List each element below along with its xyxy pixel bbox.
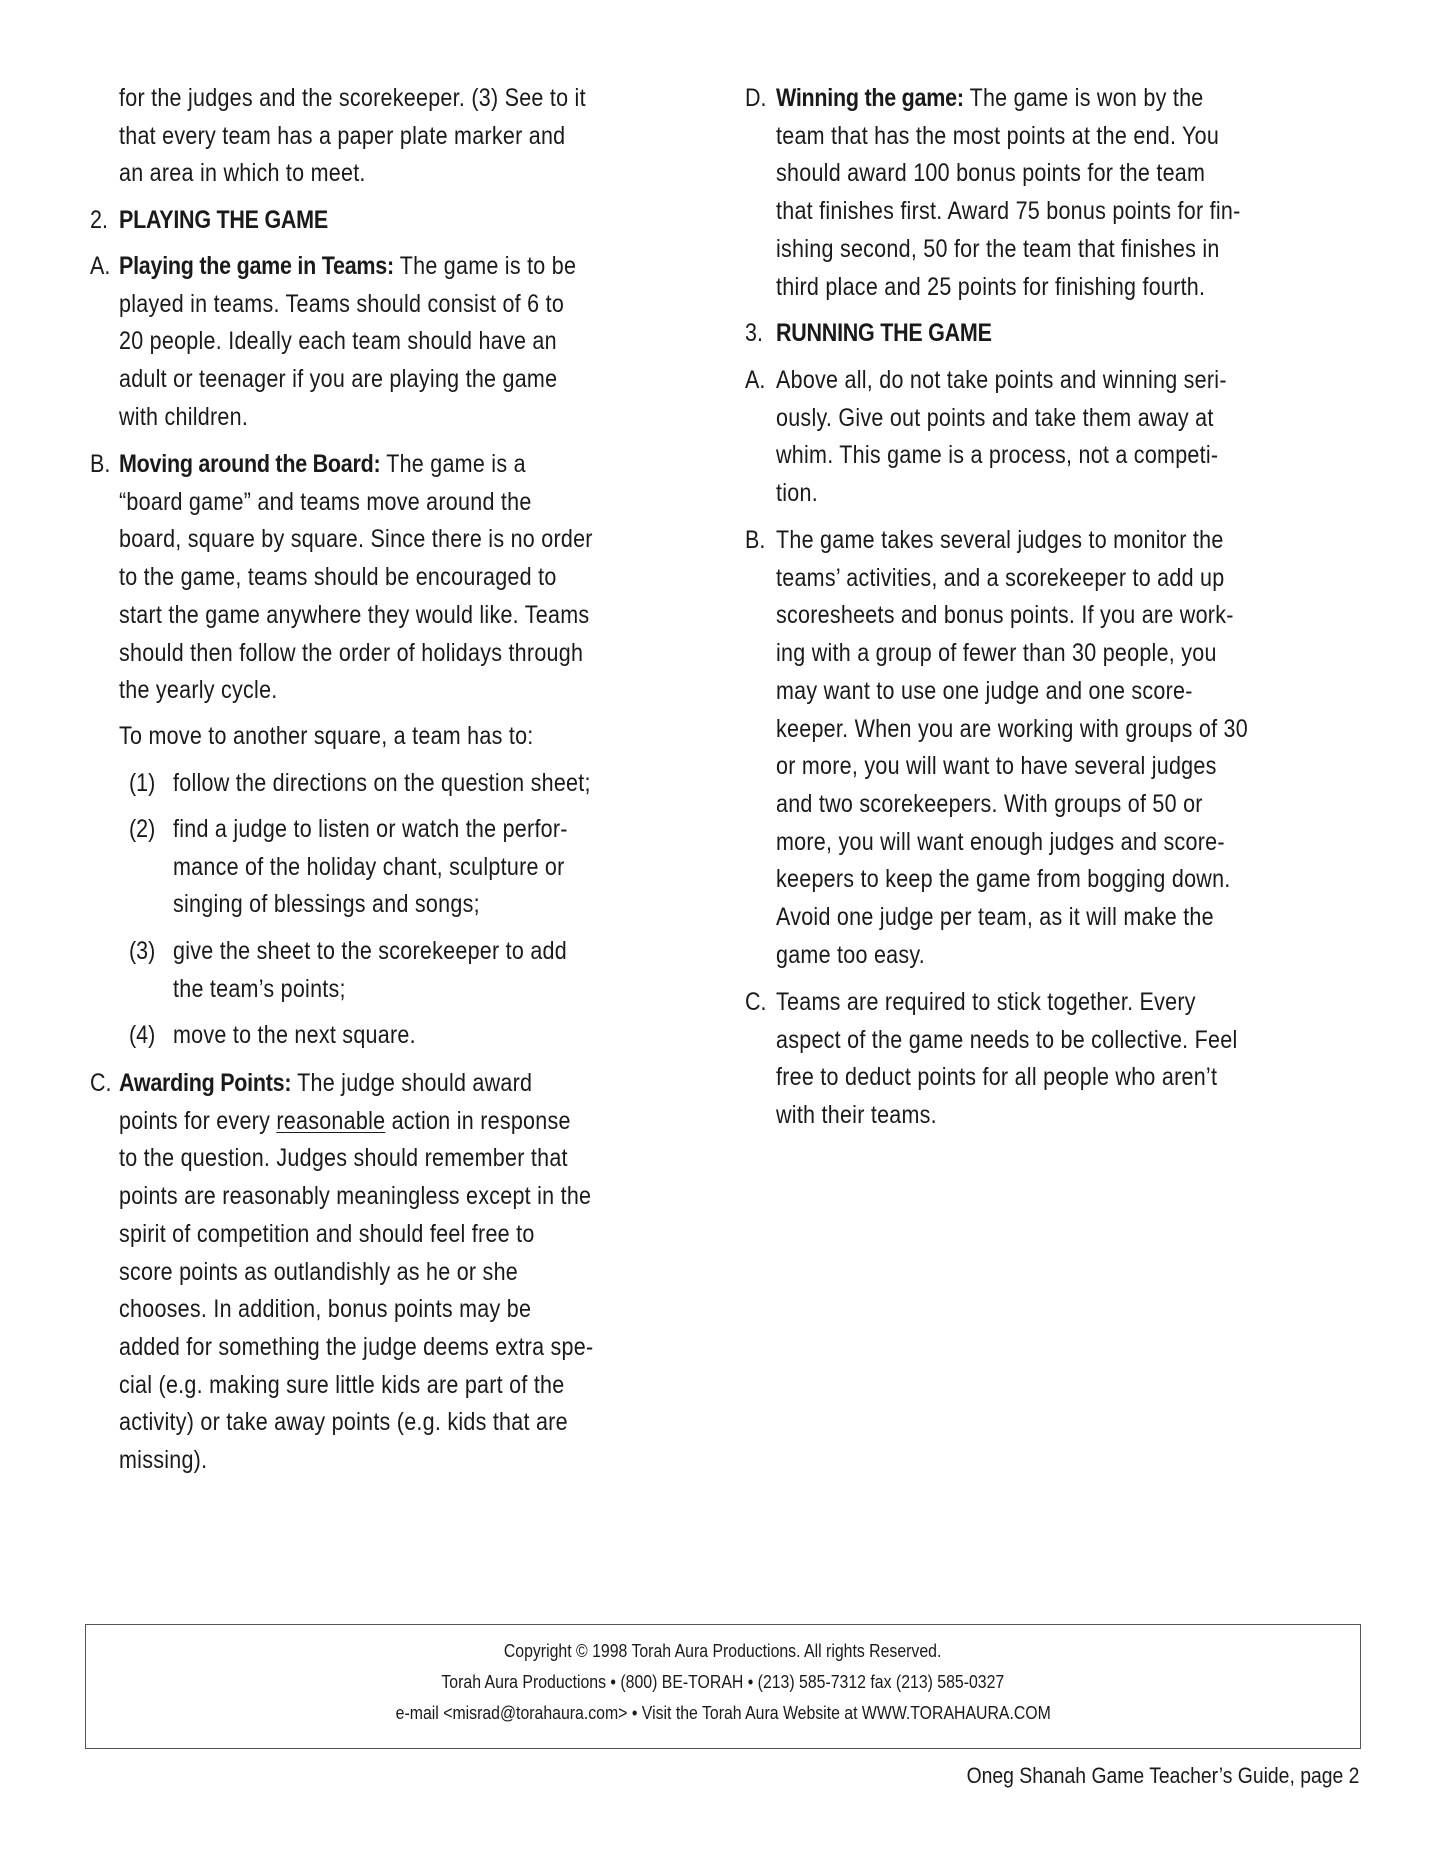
item-line: with their teams. xyxy=(776,1101,937,1130)
text-line: board, square by square. Since there is no order xyxy=(119,525,593,554)
text-line: added for something the judge deems extra spe- xyxy=(119,1332,594,1361)
copyright-box xyxy=(85,1624,1361,1749)
item-text: action in response xyxy=(385,1106,571,1135)
text-line: start the game anywhere they would like. Teams xyxy=(119,600,590,629)
copyright-line xyxy=(86,1640,1360,1662)
intro-line: for the judges and the scorekeeper. (3) See to it xyxy=(119,84,586,112)
item-line: ously. Give out points and take them away at xyxy=(776,403,1214,432)
step-line: the team’s points; xyxy=(173,974,346,1003)
item-line: ing with a group of fewer than 30 people, you xyxy=(776,639,1217,668)
intro-line: that every team has a paper plate marker and xyxy=(119,121,566,150)
item-line: teams’ activities, and a scorekeeper to add up xyxy=(776,563,1225,592)
item-line: aspect of the game needs to be collective. Feel xyxy=(776,1025,1238,1054)
text-line: cial (e.g. making sure little kids are part of the xyxy=(119,1370,565,1399)
text-line: missing). xyxy=(119,1446,208,1474)
item-line: scoresheets and bonus points. If you are work- xyxy=(776,601,1234,630)
item-heading: Moving around the Board: xyxy=(119,450,381,478)
text-line: to the question. Judges should remember that xyxy=(119,1144,568,1173)
item-line: more, you will want enough judges and score- xyxy=(776,827,1225,856)
item-label: C. xyxy=(90,1069,112,1097)
intro-line: an area in which to meet. xyxy=(119,159,366,188)
item-line: game too easy. xyxy=(776,940,926,969)
item-heading: Playing the game in Teams: xyxy=(119,252,394,280)
text-line: should then follow the order of holidays through xyxy=(119,638,584,667)
step-number: (4) xyxy=(129,1021,156,1049)
steps-intro: To move to another square, a team has to: xyxy=(119,722,534,750)
step-line: follow the directions on the question sheet; xyxy=(173,769,591,797)
item-label: A. xyxy=(745,366,766,394)
item-text: The game is won by the xyxy=(963,84,1204,112)
item-text: points for every xyxy=(119,1106,277,1135)
item-line: or more, you will want to have several judges xyxy=(776,752,1217,781)
web-line xyxy=(86,1702,1360,1724)
item-c-first-line xyxy=(119,1068,532,1098)
text-line: “board game” and teams move around the xyxy=(119,487,532,516)
section-heading-playing: PLAYING THE GAME xyxy=(119,206,328,234)
section-number: 3. xyxy=(745,319,763,347)
step-line: move to the next square. xyxy=(173,1021,416,1049)
step-line: mance of the holiday chant, sculpture or xyxy=(173,852,565,881)
item-line: tion. xyxy=(776,479,818,508)
item-line: The game takes several judges to monitor the xyxy=(776,526,1224,554)
copyright-text: Copyright © 1998 Torah Aura Productions. All rights Reserved. xyxy=(504,1641,942,1661)
item-label: D. xyxy=(745,84,767,112)
item-a-first-line xyxy=(119,251,576,281)
item-heading: Awarding Points: xyxy=(119,1069,292,1097)
text-line: activity) or take away points (e.g. kids that are xyxy=(119,1408,568,1437)
item-line: keepers to keep the game from bogging down. xyxy=(776,865,1231,894)
text-line: the yearly cycle. xyxy=(119,676,278,705)
text-line: team that has the most points at the end. You xyxy=(776,121,1220,150)
text-line: chooses. In addition, bonus points may be xyxy=(119,1295,532,1324)
item-line: Teams are required to stick together. Every xyxy=(776,988,1196,1016)
text-line: adult or teenager if you are playing the game xyxy=(119,365,558,394)
text-line: points are reasonably meaningless except in the xyxy=(119,1182,592,1211)
step-line: find a judge to listen or watch the perfor- xyxy=(173,815,568,843)
item-line: Avoid one judge per team, as it will make the xyxy=(776,903,1214,931)
step-line: singing of blessings and songs; xyxy=(173,890,480,919)
contact-line xyxy=(86,1671,1360,1693)
item-label: B. xyxy=(745,526,766,554)
item-line: and two scorekeepers. With groups of 50 or xyxy=(776,789,1203,818)
text-line: 20 people. Ideally each team should have an xyxy=(119,327,557,356)
item-text: The game is to be xyxy=(393,252,577,280)
section-heading-running: RUNNING THE GAME xyxy=(776,319,992,347)
text-line: third place and 25 points for finishing fourth. xyxy=(776,272,1206,301)
item-text: The game is a xyxy=(380,450,526,478)
item-line: free to deduct points for all people who aren’t xyxy=(776,1063,1218,1092)
text-line: played in teams. Teams should consist of 6 to xyxy=(119,289,565,318)
text-line: ishing second, 50 for the team that finishes in xyxy=(776,234,1220,263)
text-line: spirit of competition and should feel free to xyxy=(119,1219,535,1248)
item-c-second-line xyxy=(119,1106,571,1136)
web-text: e-mail <misrad@torahaura.com> • Visit the Torah Aura Website at WWW.TORAHAURA.COM xyxy=(395,1703,1051,1723)
item-label: A. xyxy=(90,252,111,280)
section-number: 2. xyxy=(90,206,108,234)
item-label: B. xyxy=(90,450,111,478)
text-line: with children. xyxy=(119,402,249,431)
text-line: should award 100 bonus points for the team xyxy=(776,159,1206,188)
item-d-first-line xyxy=(776,83,1204,113)
step-number: (3) xyxy=(129,937,156,965)
text-line: score points as outlandishly as he or she xyxy=(119,1257,518,1286)
item-line: Above all, do not take points and winning seri- xyxy=(776,366,1227,394)
item-line: keeper. When you are working with groups of 30 xyxy=(776,714,1248,743)
item-label: C. xyxy=(745,988,767,1016)
step-number: (1) xyxy=(129,769,156,797)
page-label: Oneg Shanah Game Teacher’s Guide, page 2 xyxy=(966,1763,1359,1788)
item-line: may want to use one judge and one score- xyxy=(776,676,1193,705)
item-text: The judge should award xyxy=(291,1069,533,1097)
step-line: give the sheet to the scorekeeper to add xyxy=(173,937,568,965)
text-line: to the game, teams should be encouraged to xyxy=(119,563,557,592)
underlined-word: reasonable xyxy=(276,1106,386,1135)
item-line: whim. This game is a process, not a competi- xyxy=(776,441,1219,470)
item-b-first-line xyxy=(119,449,526,479)
step-number: (2) xyxy=(129,815,156,843)
text-line: that finishes first. Award 75 bonus points for fin- xyxy=(776,197,1241,226)
item-heading: Winning the game: xyxy=(776,84,964,112)
contact-text: Torah Aura Productions • (800) BE-TORAH • (213) 585-7312 fax (213) 585-0327 xyxy=(441,1672,1005,1692)
